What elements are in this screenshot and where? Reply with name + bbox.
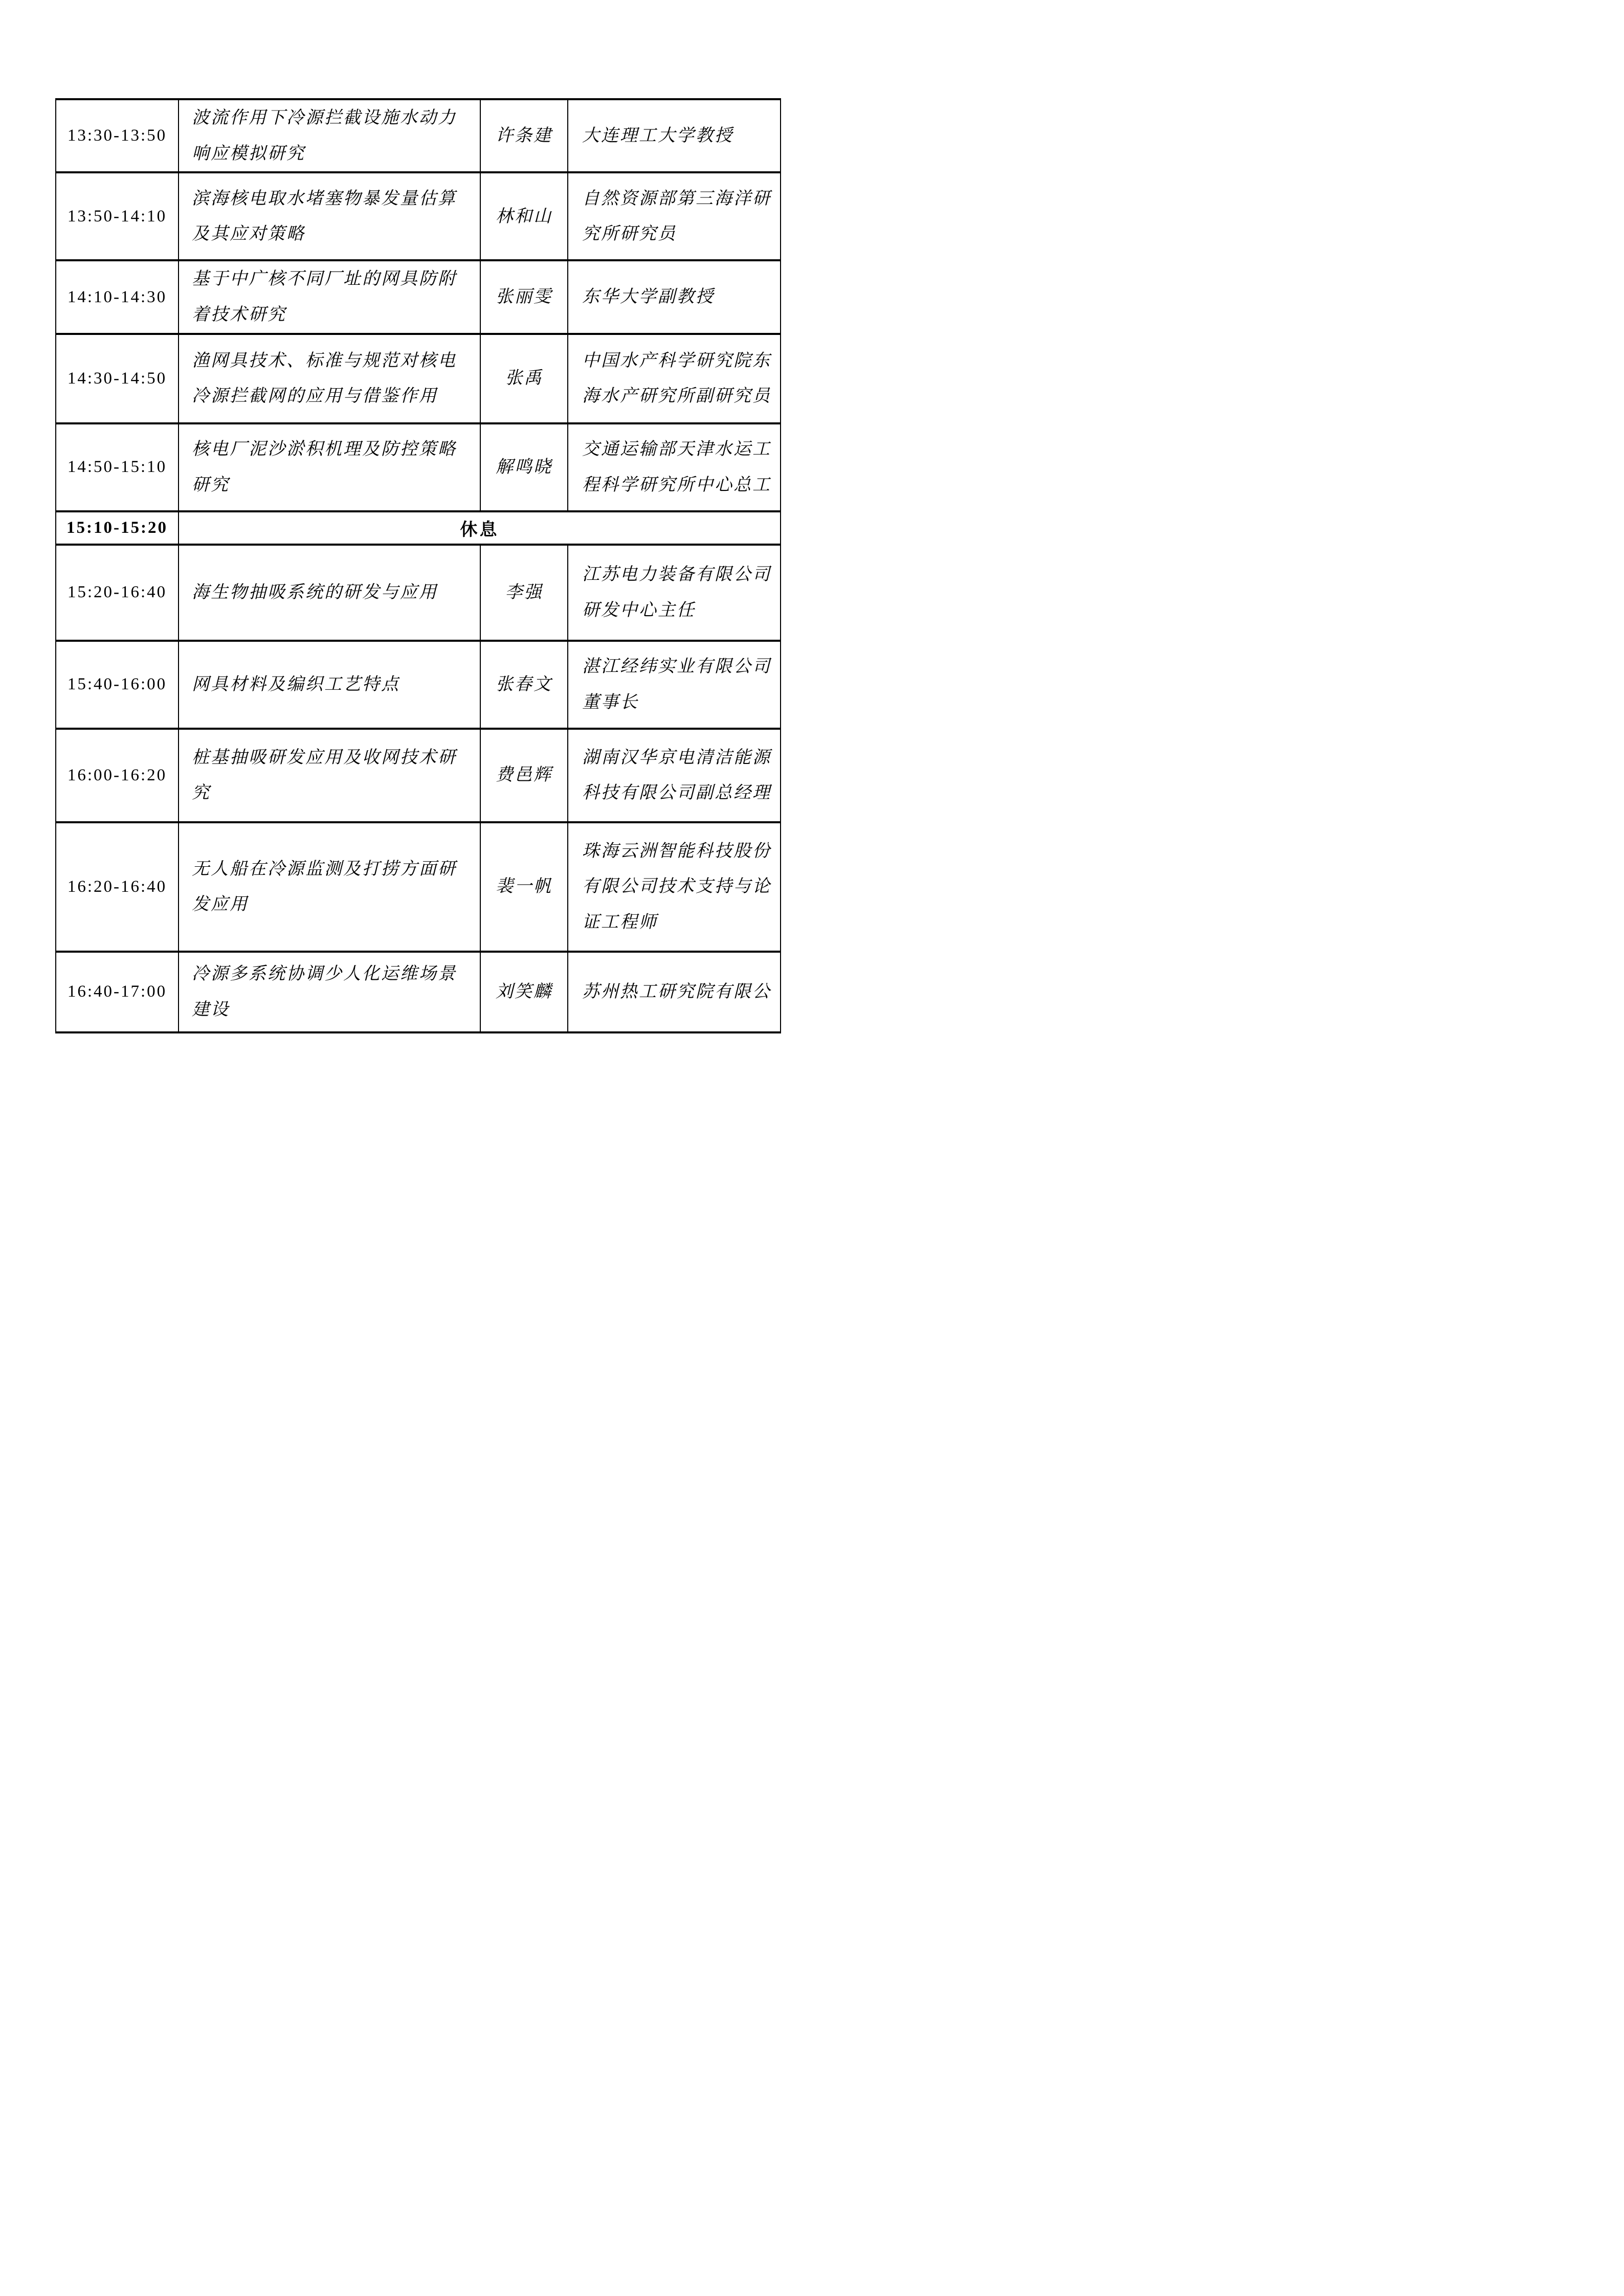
table-row: [56, 952, 781, 1032]
speaker-cell: 李强: [480, 545, 568, 641]
speaker-cell: 刘笑麟: [480, 952, 568, 1032]
topic-cell: 海生物抽吸系统的研发与应用: [179, 545, 480, 641]
speaker-cell: 林和山: [480, 172, 568, 260]
speaker-cell: 张春文: [480, 641, 568, 729]
affiliation-cell: 交通运输部天津水运工程科学研究所中心总工: [568, 423, 781, 511]
break-row: [56, 511, 781, 545]
time-cell: 15:20-16:40: [56, 545, 179, 641]
table-row: [56, 260, 781, 333]
affiliation-cell: 珠海云洲智能科技股份有限公司技术支持与论证工程师: [568, 822, 781, 952]
table-row: [56, 99, 781, 172]
time-cell: 15:40-16:00: [56, 641, 179, 729]
table-row: [56, 545, 781, 641]
speaker-cell: 费邑辉: [480, 729, 568, 822]
affiliation-cell: 大连理工大学教授: [568, 99, 781, 172]
topic-cell: 渔网具技术、标准与规范对核电冷源拦截网的应用与借鉴作用: [179, 334, 480, 423]
time-cell: 16:00-16:20: [56, 729, 179, 822]
topic-cell: 滨海核电取水堵塞物暴发量估算及其应对策略: [179, 172, 480, 260]
table-row: [56, 423, 781, 511]
table-row: [56, 172, 781, 260]
break-label-cell: 休息: [179, 511, 781, 545]
topic-cell: 网具材料及编织工艺特点: [179, 641, 480, 729]
agenda-table: [55, 98, 781, 1033]
affiliation-cell: 湖南汉华京电清洁能源科技有限公司副总经理: [568, 729, 781, 822]
topic-cell: 无人船在冷源监测及打捞方面研发应用: [179, 822, 480, 952]
time-cell: 14:50-15:10: [56, 423, 179, 511]
time-cell: 16:20-16:40: [56, 822, 179, 952]
time-cell: 13:50-14:10: [56, 172, 179, 260]
document-page: [0, 0, 812, 1148]
table-row: [56, 822, 781, 952]
topic-cell: 基于中广核不同厂址的网具防附着技术研究: [179, 260, 480, 333]
affiliation-cell: 江苏电力装备有限公司研发中心主任: [568, 545, 781, 641]
topic-cell: 波流作用下冷源拦截设施水动力响应模拟研究: [179, 99, 480, 172]
time-cell: 16:40-17:00: [56, 952, 179, 1032]
speaker-cell: 张丽雯: [480, 260, 568, 333]
speaker-cell: 解鸣晓: [480, 423, 568, 511]
time-cell: 13:30-13:50: [56, 99, 179, 172]
topic-cell: 核电厂泥沙淤积机理及防控策略研究: [179, 423, 480, 511]
affiliation-cell: 中国水产科学研究院东海水产研究所副研究员: [568, 334, 781, 423]
speaker-cell: 许条建: [480, 99, 568, 172]
affiliation-cell: 湛江经纬实业有限公司董事长: [568, 641, 781, 729]
table-row: [56, 641, 781, 729]
table-row: [56, 729, 781, 822]
affiliation-cell: 苏州热工研究院有限公: [568, 952, 781, 1032]
table-row: [56, 334, 781, 423]
affiliation-cell: 自然资源部第三海洋研究所研究员: [568, 172, 781, 260]
time-cell: 15:10-15:20: [56, 511, 179, 545]
topic-cell: 桩基抽吸研发应用及收网技术研究: [179, 729, 480, 822]
speaker-cell: 张禹: [480, 334, 568, 423]
speaker-cell: 裴一帆: [480, 822, 568, 952]
topic-cell: 冷源多系统协调少人化运维场景建设: [179, 952, 480, 1032]
affiliation-cell: 东华大学副教授: [568, 260, 781, 333]
time-cell: 14:10-14:30: [56, 260, 179, 333]
time-cell: 14:30-14:50: [56, 334, 179, 423]
